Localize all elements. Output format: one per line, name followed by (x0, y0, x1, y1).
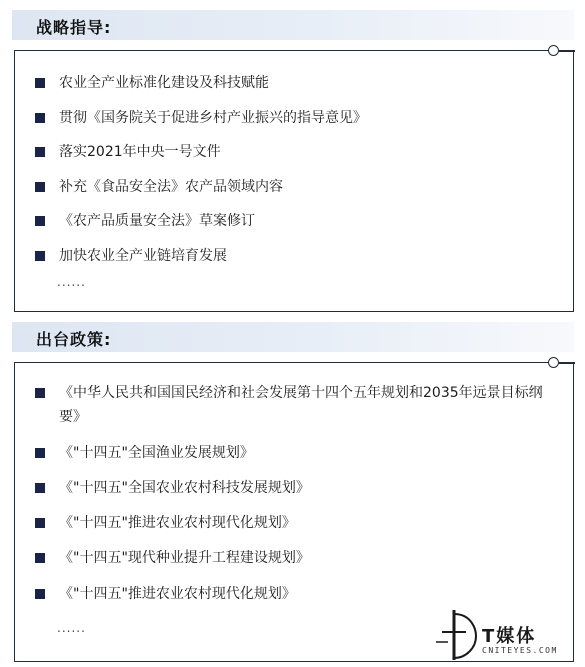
list-item-text: 贯彻《国务院关于促进乡村产业振兴的指导意见》 (59, 110, 367, 126)
list-item-text: 《中华人民共和国国民经济和社会发展第十四个五年规划和2035年远景目标纲要》 (59, 385, 543, 425)
square-bullet-icon (35, 388, 45, 398)
list-item-text: 《"十四五"推进农业农村现代化规划》 (59, 586, 296, 602)
list-item-text: 补充《食品安全法》农产品领域内容 (59, 179, 283, 195)
square-bullet-icon (35, 78, 45, 88)
list-item (35, 511, 561, 535)
square-bullet-icon (35, 553, 45, 563)
list-item-text: 农业全产业标准化建设及科技赋能 (59, 75, 269, 91)
ellipsis-text: ...... (57, 275, 86, 289)
square-bullet-icon (35, 589, 45, 599)
policies-title: 出台政策: (36, 330, 112, 349)
strategy-header (12, 10, 574, 40)
list-item (35, 441, 561, 465)
t-logo-icon (432, 602, 480, 662)
square-bullet-icon (35, 113, 45, 123)
list-item-text: 《"十四五"全国农业农村科技发展规划》 (59, 480, 310, 496)
list-item (35, 209, 561, 233)
watermark-url: CNITEYES.COM (482, 646, 558, 655)
list-item-text: 《"十四五"推进农业农村现代化规划》 (59, 515, 296, 531)
list-item (35, 106, 561, 130)
square-bullet-icon (35, 483, 45, 493)
ring-decoration-icon (548, 357, 559, 368)
list-item-text: 加快农业全产业链培育发展 (59, 248, 227, 264)
square-bullet-icon (35, 518, 45, 528)
watermark-logo (432, 602, 582, 662)
square-bullet-icon (35, 182, 45, 192)
ellipsis-text: ...... (57, 621, 86, 635)
list-item (35, 476, 561, 500)
list-item-text: 《农产品质量安全法》草案修订 (59, 213, 255, 229)
list-item (35, 546, 561, 570)
list-item (35, 71, 561, 95)
square-bullet-icon (35, 147, 45, 157)
ring-decoration-icon (548, 45, 559, 56)
square-bullet-icon (35, 251, 45, 261)
strategy-box (14, 50, 574, 312)
strategy-title: 战略指导: (36, 18, 112, 37)
list-item (35, 244, 561, 268)
square-bullet-icon (35, 448, 45, 458)
list-item (35, 140, 561, 164)
list-item (35, 381, 561, 429)
list-item (35, 175, 561, 199)
list-item-text: 《"十四五"现代种业提升工程建设规划》 (59, 550, 310, 566)
watermark-brand: T媒体 (482, 626, 537, 647)
list-item-text: 《"十四五"全国渔业发展规划》 (59, 445, 254, 461)
policies-header (12, 322, 574, 352)
square-bullet-icon (35, 216, 45, 226)
list-item-text: 落实2021年中央一号文件 (59, 144, 221, 160)
